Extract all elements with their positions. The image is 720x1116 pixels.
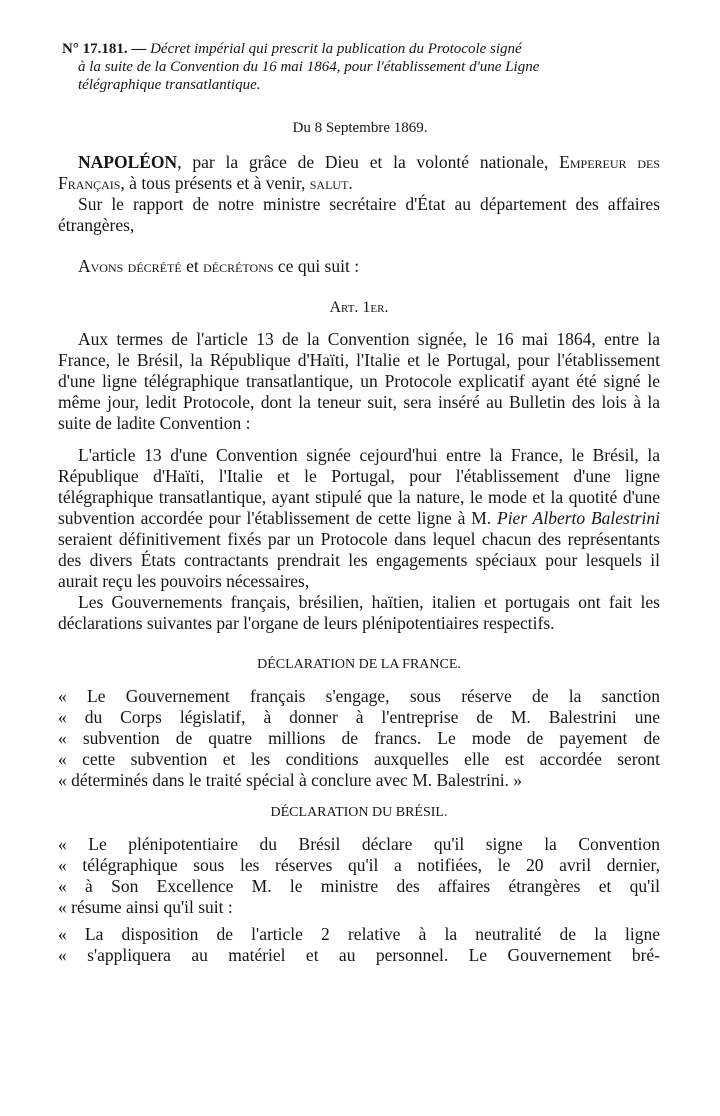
- salut-word: salut: [309, 173, 349, 193]
- balestrini-name: Pier Alberto Balestrini: [497, 508, 660, 528]
- france-line-4: « cette subvention et les conditions auxquelles elle est accordée seront: [58, 749, 660, 769]
- preamble-paragraph-3: [58, 256, 660, 277]
- protocol-paragraph-2: Les Gouvernements français, brésilien, haïtien, italien et portugais ont fait les déclarations suivantes par l'organe de leurs plénipotentiaires respectifs.: [58, 592, 660, 633]
- bresil-line-3: « à Son Excellence M. le ministre des affaires étrangères et qu'il: [58, 876, 660, 896]
- article-title: Art. 1er.: [329, 299, 389, 316]
- preamble-paragraph-1: [58, 152, 660, 194]
- protocol-text-a: L'article 13 d'une Convention signée cejourd'hui entre la France, le Brésil, la République d'Haïti, l'Italie et le Portugal, pour l'établissement d'une ligne télégraphique transatlantique, ayant stipulé que la nature, le mode et la quotité d'une subvention accordée pour l'établissement de cette ligne à M.: [58, 445, 660, 528]
- bresil-line-4: « résume ainsi qu'il suit :: [58, 897, 233, 917]
- decreed-follows: ce qui suit :: [273, 256, 360, 276]
- decree-number: N° 17.181. —: [62, 41, 147, 57]
- decree-title-line-2: à la suite de la Convention du 16 mai 1864, pour l'établissement d'une Ligne: [78, 59, 540, 75]
- france-line-3: « subvention de quatre millions de francs. Le mode de payement de: [58, 728, 660, 748]
- france-declaration-title: DÉCLARATION DE LA FRANCE.: [257, 657, 461, 672]
- france-line-2: « du Corps législatif, à donner à l'entreprise de M. Balestrini une: [58, 707, 660, 727]
- emperor-name: NAPOLÉON: [78, 152, 178, 172]
- bresil-line-2: « télégraphique sous les réserves qu'il a notifiées, le 20 avril dernier,: [58, 855, 660, 875]
- france-declaration: [58, 686, 660, 791]
- decree-word: décrétons: [203, 256, 274, 276]
- bresil-declaration: [58, 834, 660, 966]
- decree-header: [62, 40, 672, 94]
- article-text: Aux termes de l'article 13 de la Convention signée, le 16 mai 1864, entre la France, le Brésil, la République d'Haïti, l'Italie et le Portugal, pour l'établissement d'une ligne télégraphique transatlantique, un Protocole explicatif ayant été signé le même jour, ledit Protocole, dont la teneur suit, sera inséré au Bulletin des lois à la suite de ladite Convention :: [58, 329, 660, 433]
- decreed-and: et: [181, 256, 204, 276]
- emperor-title: Empereur des Français: [58, 152, 660, 193]
- decreed-word: Avons décrété: [78, 256, 182, 276]
- preamble-paragraph-2: Sur le rapport de notre ministre secrétaire d'État au département des affaires étrangères,: [58, 194, 660, 235]
- preamble-period: .: [348, 173, 353, 193]
- bresil-line-6: « s'appliquera au matériel et au personnel. Le Gouvernement bré-: [58, 945, 660, 965]
- decree-title-line-1: Décret impérial qui prescrit la publication du Protocole signé: [150, 41, 522, 57]
- header-line-1: [62, 40, 672, 58]
- decree-date: Du 8 Septembre 1869.: [292, 120, 428, 136]
- france-line-1: « Le Gouvernement français s'engage, sous réserve de la sanction: [58, 686, 660, 706]
- bresil-line-5: « La disposition de l'article 2 relative à la neutralité de la ligne: [58, 924, 660, 944]
- france-line-5: « déterminés dans le traité spécial à conclure avec M. Balestrini. »: [58, 770, 523, 790]
- decree-body: [58, 152, 660, 966]
- preamble-text-2: , à tous présents et à venir,: [120, 173, 310, 193]
- preamble-text-1: , par la grâce de Dieu et la volonté nationale,: [177, 152, 560, 172]
- protocol-paragraph-1: [58, 445, 660, 592]
- bresil-declaration-title: DÉCLARATION DU BRÉSIL.: [270, 805, 448, 820]
- decree-title-line-3: télégraphique transatlantique.: [78, 77, 261, 93]
- protocol-text-b: seraient définitivement fixés par un Protocole dans lequel chacun des représentants des divers États contractants prendrait les engagements spéciaux pour lesquels il aurait reçu les pouvoirs nécessaires,: [58, 529, 660, 591]
- bresil-line-1: « Le plénipotentiaire du Brésil déclare qu'il signe la Convention: [58, 834, 660, 854]
